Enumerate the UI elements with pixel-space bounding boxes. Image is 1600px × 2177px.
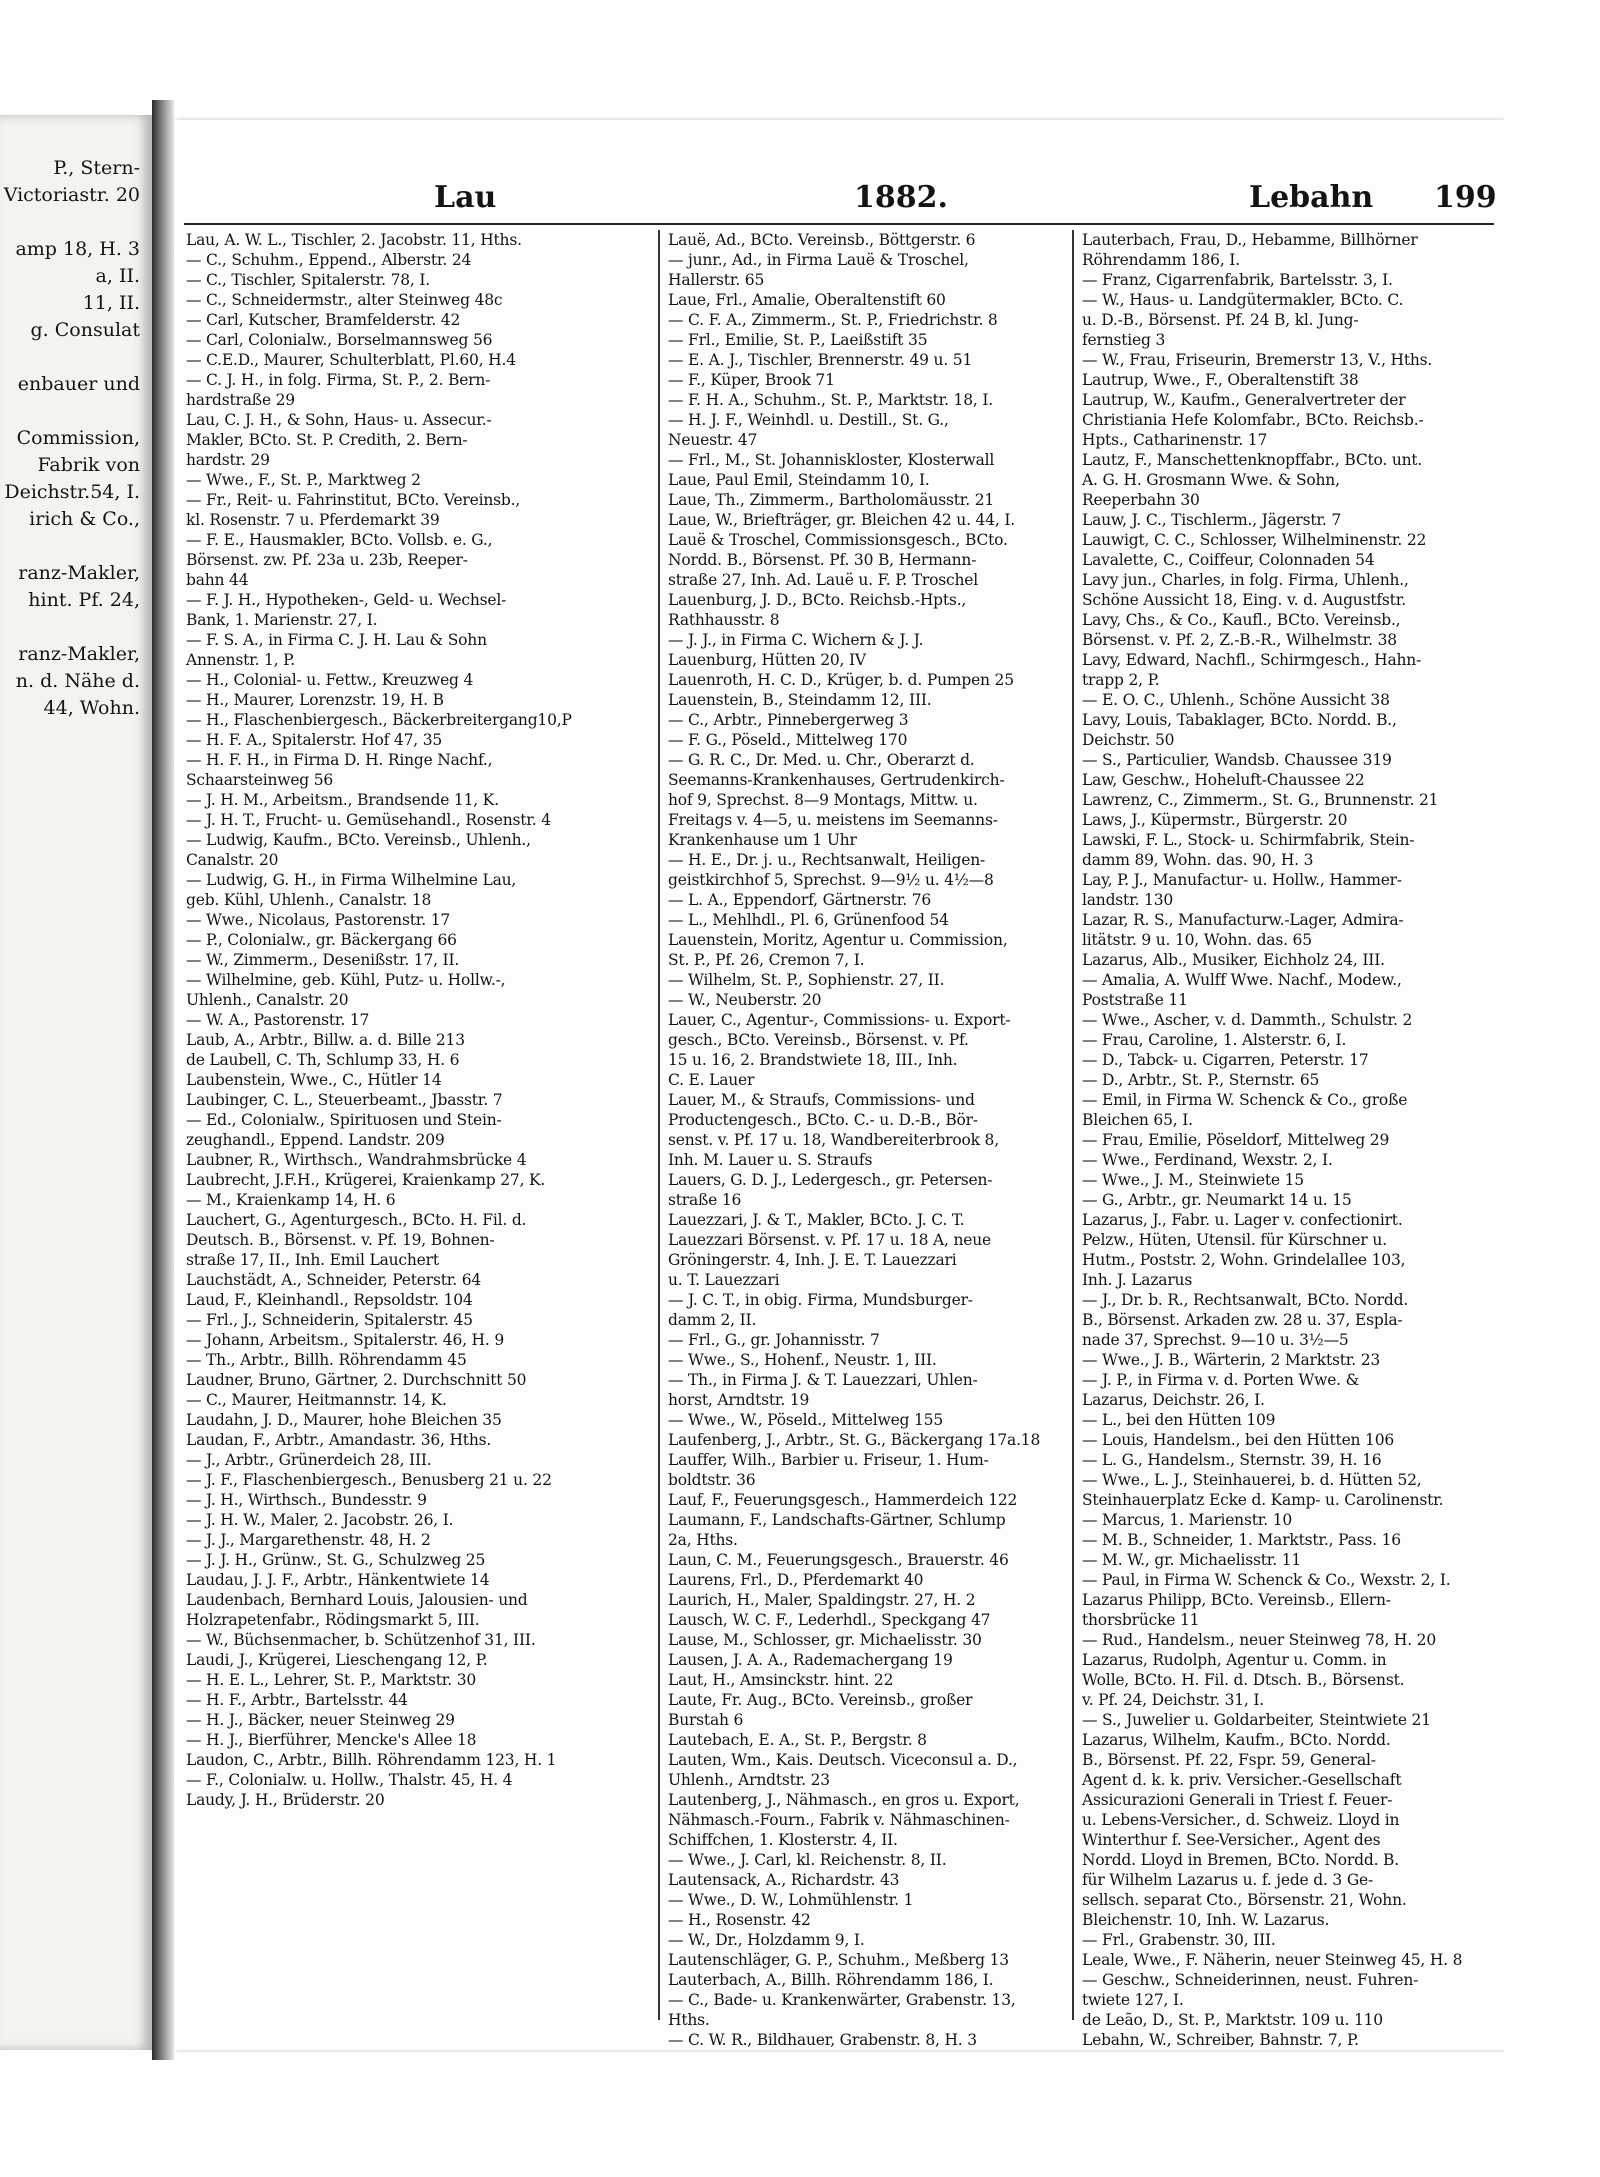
directory-entry: Laws, J., Küpermstr., Bürgerstr. 20 <box>1082 811 1348 829</box>
directory-entry: — C. F. A., Zimmerm., St. P., Friedrichstr. 8 <box>668 311 998 329</box>
directory-entry: nade 37, Sprechst. 9—10 u. 3½—5 <box>1082 1331 1349 1349</box>
directory-entry: Lautebach, E. A., St. P., Bergstr. 8 <box>668 1731 927 1749</box>
directory-entry: Lausch, W. C. F., Lederhdl., Speckgang 47 <box>668 1611 991 1629</box>
previous-page-fragment: Deichstr.54, I. <box>4 481 140 503</box>
directory-entry: Laun, C. M., Feuerungsgesch., Brauerstr. 46 <box>668 1551 1009 1569</box>
directory-entry: Annenstr. 1, P. <box>186 651 295 669</box>
directory-entry: Lauenburg, J. D., BCto. Reichsb.-Hpts., <box>668 591 967 609</box>
directory-entry: — Emil, in Firma W. Schenck & Co., große <box>1082 1091 1408 1109</box>
directory-entry: Lautz, F., Manschettenknopffabr., BCto. unt. <box>1082 451 1423 469</box>
directory-entry: — H., Rosenstr. 42 <box>668 1911 811 1929</box>
page-margin-right <box>1504 100 1600 2060</box>
directory-entry: Laubinger, C. L., Steuerbeamt., Jbasstr. 7 <box>186 1091 503 1109</box>
directory-entry: Laut, H., Amsinckstr. hint. 22 <box>668 1671 894 1689</box>
directory-entry: — J. J. H., Grünw., St. G., Schulzweg 25 <box>186 1551 486 1569</box>
directory-entry: — Wwe., L. J., Steinhauerei, b. d. Hütten 52, <box>1082 1471 1422 1489</box>
directory-entry: Lawski, F. L., Stock- u. Schirmfabrik, Stein- <box>1082 831 1415 849</box>
directory-entry: Laudan, F., Arbtr., Amandastr. 36, Hths. <box>186 1431 492 1449</box>
directory-entry: Laudon, C., Arbtr., Billh. Röhrendamm 123, H. 1 <box>186 1751 557 1769</box>
directory-entry: Laudner, Bruno, Gärtner, 2. Durchschnitt 50 <box>186 1371 527 1389</box>
directory-entry: — M., Kraienkamp 14, H. 6 <box>186 1191 396 1209</box>
directory-entry: Lauers, G. D. J., Ledergesch., gr. Petersen- <box>668 1171 993 1189</box>
directory-entry: — W., Neuberstr. 20 <box>668 991 822 1009</box>
directory-entry: Canalstr. 20 <box>186 851 279 869</box>
directory-entry: Laue, Frl., Amalie, Oberaltenstift 60 <box>668 291 946 309</box>
previous-page-fragment: a, II. <box>95 265 140 287</box>
previous-page-fragment: hint. Pf. 24, <box>28 589 140 611</box>
previous-page-fragment: Victoriastr. 20 <box>3 184 140 206</box>
directory-entry: — J. J., Margarethenstr. 48, H. 2 <box>186 1531 431 1549</box>
directory-entry: Assicurazioni Generali in Triest f. Feuer- <box>1082 1791 1393 1809</box>
directory-entry: straße 16 <box>668 1191 742 1209</box>
directory-entry: — C., Schuhm., Eppend., Alberstr. 24 <box>186 251 472 269</box>
directory-entry: Lautrup, W., Kaufm., Generalvertreter der <box>1082 391 1406 409</box>
directory-entry: Lautensack, A., Richardstr. 43 <box>668 1871 900 1889</box>
directory-entry: Lauwigt, C. C., Schlosser, Wilhelminenstr. 22 <box>1082 531 1427 549</box>
directory-entry: v. Pf. 24, Deichstr. 31, I. <box>1082 1691 1265 1709</box>
directory-entry: hardstr. 29 <box>186 451 270 469</box>
directory-entry: — Wwe., J. M., Steinwiete 15 <box>1082 1171 1304 1189</box>
directory-entry: Neuestr. 47 <box>668 431 758 449</box>
directory-entry: — W., Haus- u. Landgütermakler, BCto. C. <box>1082 291 1404 309</box>
directory-entry: Lautrup, Wwe., F., Oberaltenstift 38 <box>1082 371 1359 389</box>
directory-entry: — Paul, in Firma W. Schenck & Co., Wexstr. 2, I. <box>1082 1571 1451 1589</box>
directory-entry: Röhrendamm 186, I. <box>1082 251 1240 269</box>
directory-entry: Poststraße 11 <box>1082 991 1188 1009</box>
directory-entry: — S., Juwelier u. Goldarbeiter, Steintwiete 21 <box>1082 1711 1431 1729</box>
previous-page-fragment: ranz-Makler, <box>18 643 140 665</box>
directory-entry: — W., Zimmerm., Desenißstr. 17, II. <box>186 951 460 969</box>
header-year: 1882. <box>854 180 948 215</box>
directory-entry: Laumann, F., Landschafts-Gärtner, Schlump <box>668 1511 1006 1529</box>
directory-entry: Lauten, Wm., Kais. Deutsch. Viceconsul a. D., <box>668 1751 1018 1769</box>
directory-entry: Lauw, J. C., Tischlerm., Jägerstr. 7 <box>1082 511 1342 529</box>
directory-entry: — Wwe., D. W., Lohmühlenstr. 1 <box>668 1891 914 1909</box>
directory-entry: — H. J., Bäcker, neuer Steinweg 29 <box>186 1711 455 1729</box>
directory-entry: Lau, C. J. H., & Sohn, Haus- u. Assecur.- <box>186 411 492 429</box>
directory-entry: Lavalette, C., Coiffeur, Colonnaden 54 <box>1082 551 1375 569</box>
directory-entry: — Wwe., W., Pöseld., Mittelweg 155 <box>668 1411 943 1429</box>
directory-entry: — W., Dr., Holzdamm 9, I. <box>668 1931 865 1949</box>
directory-entry: de Leão, D., St. P., Marktstr. 109 u. 110 <box>1082 2011 1383 2029</box>
directory-entry: — Wwe., Ascher, v. d. Dammth., Schulstr. 2 <box>1082 1011 1413 1029</box>
directory-entry: — W., Frau, Friseurin, Bremerstr 13, V., Hths. <box>1082 351 1433 369</box>
directory-entry: Lazar, R. S., Manufacturw.-Lager, Admira- <box>1082 911 1404 929</box>
directory-entry: — Frau, Caroline, 1. Alsterstr. 6, I. <box>1082 1031 1347 1049</box>
directory-entry: — L. A., Eppendorf, Gärtnerstr. 76 <box>668 891 932 909</box>
directory-entry: — C., Maurer, Heitmannstr. 14, K. <box>186 1391 447 1409</box>
directory-entry: Hths. <box>668 2011 710 2029</box>
directory-entry: Schaarsteinweg 56 <box>186 771 334 789</box>
directory-entry: Laubenstein, Wwe., C., Hütler 14 <box>186 1071 442 1089</box>
directory-entry: Rathhausstr. 8 <box>668 611 780 629</box>
directory-entry: Lauffer, Wilh., Barbier u. Friseur, 1. Hum- <box>668 1451 989 1469</box>
directory-entry: Lazarus Philipp, BCto. Vereinsb., Ellern- <box>1082 1591 1391 1609</box>
directory-entry: Laud, F., Kleinhandl., Repsoldstr. 104 <box>186 1291 473 1309</box>
directory-entry: Schiffchen, 1. Klosterstr. 4, II. <box>668 1831 898 1849</box>
directory-entry: Lauezzari, J. & T., Makler, BCto. J. C. T. <box>668 1211 965 1229</box>
directory-entry: Hpts., Catharinenstr. 17 <box>1082 431 1268 449</box>
directory-entry: — Th., Arbtr., Billh. Röhrendamm 45 <box>186 1351 467 1369</box>
column-3 <box>1082 230 1497 2049</box>
directory-entry: Inh. J. Lazarus <box>1082 1271 1193 1289</box>
previous-page-fragment: irich & Co., <box>29 508 140 530</box>
directory-entry: — Frl., Emilie, St. P., Laeißstift 35 <box>668 331 928 349</box>
directory-entry: Uhlenh., Canalstr. 20 <box>186 991 349 1009</box>
directory-entry: Lazarus, Deichstr. 26, I. <box>1082 1391 1265 1409</box>
directory-entry: landstr. 130 <box>1082 891 1174 909</box>
directory-entry: de Laubell, C. Th, Schlump 33, H. 6 <box>186 1051 460 1069</box>
directory-entry: Nordd. Lloyd in Bremen, BCto. Nordd. B. <box>1082 1851 1399 1869</box>
directory-entry: — M. W., gr. Michaelisstr. 11 <box>1082 1551 1302 1569</box>
directory-entry: Agent d. k. k. priv. Versicher.-Gesellschaft <box>1082 1771 1402 1789</box>
directory-entry: Lay, P. J., Manufactur- u. Hollw., Hammer- <box>1082 871 1402 889</box>
directory-entry: Lauenstein, Moritz, Agentur u. Commission, <box>668 931 1008 949</box>
directory-entry: — J., Dr. b. R., Rechtsanwalt, BCto. Nordd. <box>1082 1291 1409 1309</box>
directory-entry: — J. H., Wirthsch., Bundesstr. 9 <box>186 1491 427 1509</box>
directory-entry: Lauer, C., Agentur-, Commissions- u. Export- <box>668 1011 1011 1029</box>
directory-entry: Hallerstr. 65 <box>668 271 765 289</box>
directory-entry: — H. F. A., Spitalerstr. Hof 47, 35 <box>186 731 443 749</box>
directory-entry: — W. A., Pastorenstr. 17 <box>186 1011 370 1029</box>
directory-entry: — D., Tabck- u. Cigarren, Peterstr. 17 <box>1082 1051 1369 1069</box>
directory-entry: Lavy, Chs., & Co., Kaufl., BCto. Vereinsb., <box>1082 611 1401 629</box>
directory-entry: — Marcus, 1. Marienstr. 10 <box>1082 1511 1293 1529</box>
directory-entry: — J. P., in Firma v. d. Porten Wwe. & <box>1082 1371 1360 1389</box>
directory-entry: Laute, Fr. Aug., BCto. Vereinsb., großer <box>668 1691 973 1709</box>
directory-entry: — H. F., Arbtr., Bartelsstr. 44 <box>186 1691 408 1709</box>
directory-entry: — Wwe., S., Hohenf., Neustr. 1, III. <box>668 1351 937 1369</box>
directory-entry: straße 27, Inh. Ad. Lauë u. F. P. Troschel <box>668 571 978 589</box>
directory-entry: Lauenroth, H. C. D., Krüger, b. d. Pumpen 25 <box>668 671 1014 689</box>
directory-entry: zeughandl., Eppend. Landstr. 209 <box>186 1131 445 1149</box>
directory-entry: — H., Maurer, Lorenzstr. 19, H. B <box>186 691 444 709</box>
directory-entry: trapp 2, P. <box>1082 671 1160 689</box>
directory-entry: Bleichen 65, I. <box>1082 1111 1193 1129</box>
directory-entry: hof 9, Sprechst. 8—9 Montags, Mittw. u. <box>668 791 978 809</box>
directory-entry: Law, Geschw., Hoheluft-Chaussee 22 <box>1082 771 1365 789</box>
directory-entry: — J. H. M., Arbeitsm., Brandsende 11, K. <box>186 791 499 809</box>
directory-entry: damm 89, Wohn. das. 90, H. 3 <box>1082 851 1314 869</box>
directory-entry: — J. J., in Firma C. Wichern & J. J. <box>668 631 924 649</box>
previous-page-fragment: 11, II. <box>82 292 140 314</box>
directory-entry: Lawrenz, C., Zimmerm., St. G., Brunnenstr. 21 <box>1082 791 1439 809</box>
previous-page-fragment: g. Consulat <box>30 319 140 341</box>
directory-entry: Laue, Paul Emil, Steindamm 10, I. <box>668 471 930 489</box>
directory-entry: Bleichenstr. 10, Inh. W. Lazarus. <box>1082 1911 1330 1929</box>
directory-entry: Lausen, J. A. A., Rademachergang 19 <box>668 1651 953 1669</box>
directory-entry: Lauë, Ad., BCto. Vereinsb., Böttgerstr. 6 <box>668 231 976 249</box>
previous-page-fragment: Commission, <box>16 427 140 449</box>
directory-entry: Gröningerstr. 4, Inh. J. E. T. Lauezzari <box>668 1251 957 1269</box>
directory-entry: litätstr. 9 u. 10, Wohn. das. 65 <box>1082 931 1312 949</box>
directory-entry: — Amalia, A. Wulff Wwe. Nachf., Modew., <box>1082 971 1402 989</box>
directory-entry: — H. F. H., in Firma D. H. Ringe Nachf., <box>186 751 493 769</box>
directory-entry: Lazarus, Wilhelm, Kaufm., BCto. Nordd. <box>1082 1731 1391 1749</box>
directory-entry: thorsbrücke 11 <box>1082 1611 1200 1629</box>
directory-entry: fernstieg 3 <box>1082 331 1166 349</box>
previous-page-edge <box>0 115 152 2050</box>
directory-entry: — C.E.D., Maurer, Schulterblatt, Pl.60, H.4 <box>186 351 516 369</box>
directory-entry: A. G. H. Grosmann Wwe. & Sohn, <box>1082 471 1340 489</box>
directory-entry: Lauezzari Börsenst. v. Pf. 17 u. 18 A, neue <box>668 1231 991 1249</box>
directory-entry: — H. E., Dr. j. u., Rechtsanwalt, Heiligen- <box>668 851 986 869</box>
directory-entry: horst, Arndtstr. 19 <box>668 1391 810 1409</box>
header-right-keyword: Lebahn <box>1249 180 1374 215</box>
directory-entry: — L., Mehlhdl., Pl. 6, Grünenfood 54 <box>668 911 949 929</box>
directory-entry: Lautenberg, J., Nähmasch., en gros u. Export, <box>668 1791 1020 1809</box>
directory-entry: — Carl, Colonialw., Borselmannsweg 56 <box>186 331 493 349</box>
directory-entry: B., Börsenst. Pf. 22, Fspr. 59, General- <box>1082 1751 1376 1769</box>
directory-entry: Lautenschläger, G. P., Schuhm., Meßberg 13 <box>668 1951 1009 1969</box>
directory-entry: — Wwe., J. B., Wärterin, 2 Marktstr. 23 <box>1082 1351 1381 1369</box>
directory-entry: Nordd. B., Börsenst. Pf. 30 B, Hermann- <box>668 551 977 569</box>
directory-entry: — F. S. A., in Firma C. J. H. Lau & Sohn <box>186 631 487 649</box>
directory-entry: — Wwe., Nicolaus, Pastorenstr. 17 <box>186 911 451 929</box>
directory-entry: Lebahn, W., Schreiber, Bahnstr. 7, P. <box>1082 2031 1359 2049</box>
directory-entry: Inh. M. Lauer u. S. Straufs <box>668 1151 873 1169</box>
directory-entry: Laudy, J. H., Brüderstr. 20 <box>186 1791 385 1809</box>
previous-page-fragment: n. d. Nähe d. <box>15 670 140 692</box>
directory-entry: Hutm., Poststr. 2, Wohn. Grindelallee 103, <box>1082 1251 1406 1269</box>
directory-entry: geistkirchhof 5, Sprechst. 9—9½ u. 4½—8 <box>668 871 994 889</box>
directory-entry: Lauterbach, Frau, D., Hebamme, Billhörner <box>1082 231 1418 249</box>
directory-entry: Lazarus, J., Fabr. u. Lager v. confectionirt. <box>1082 1211 1403 1229</box>
directory-entry: Christiania Hefe Kolomfabr., BCto. Reichsb.- <box>1082 411 1424 429</box>
directory-entry: boldtstr. 36 <box>668 1471 756 1489</box>
directory-entry: — Frl., Grabenstr. 30, III. <box>1082 1931 1276 1949</box>
directory-entry: geb. Kühl, Uhlenh., Canalstr. 18 <box>186 891 432 909</box>
previous-page-fragment: 44, Wohn. <box>43 697 140 719</box>
directory-entry: — H. J., Bierführer, Mencke's Allee 18 <box>186 1731 477 1749</box>
directory-entry: — C. W. R., Bildhauer, Grabenstr. 8, H. 3 <box>668 2031 977 2049</box>
previous-page-fragment: amp 18, H. 3 <box>15 238 140 260</box>
directory-entry: u. Lebens-Versicher., d. Schweiz. Lloyd in <box>1082 1811 1400 1829</box>
directory-entry: Laub, A., Arbtr., Billw. a. d. Bille 213 <box>186 1031 465 1049</box>
directory-entry: Lazarus, Alb., Musiker, Eichholz 24, III. <box>1082 951 1385 969</box>
directory-entry: Nähmasch.-Fourn., Fabrik v. Nähmaschinen- <box>668 1811 1010 1829</box>
directory-entry: Lavy, Edward, Nachfl., Schirmgesch., Hahn- <box>1082 651 1422 669</box>
directory-entry: — F., Colonialw. u. Hollw., Thalstr. 45, H. 4 <box>186 1771 513 1789</box>
previous-page-fragment: enbauer und <box>17 373 140 395</box>
directory-entry: sellsch. separat Cto., Börsenstr. 21, Wohn. <box>1082 1891 1407 1909</box>
directory-entry: — J., Arbtr., Grünerdeich 28, III. <box>186 1451 432 1469</box>
directory-page <box>174 120 1504 2050</box>
column-2 <box>668 230 1083 2049</box>
directory-entry: Krankenhause um 1 Uhr <box>668 831 857 849</box>
directory-entry: kl. Rosenstr. 7 u. Pferdemarkt 39 <box>186 511 440 529</box>
directory-entry: — G. R. C., Dr. Med. u. Chr., Oberarzt d. <box>668 751 975 769</box>
previous-page-fragment: P., Stern- <box>53 157 140 179</box>
directory-entry: — H., Colonial- u. Fettw., Kreuzweg 4 <box>186 671 474 689</box>
directory-entry: — Frl., G., gr. Johannisstr. 7 <box>668 1331 880 1349</box>
directory-entry: bahn 44 <box>186 571 249 589</box>
directory-entry: — J. H. T., Frucht- u. Gemüsehandl., Rosenstr. 4 <box>186 811 551 829</box>
directory-entry: — Th., in Firma J. & T. Lauezzari, Uhlen- <box>668 1371 978 1389</box>
directory-entry: — F. H. A., Schuhm., St. P., Marktstr. 18, I. <box>668 391 993 409</box>
directory-entry: — Johann, Arbeitsm., Spitalerstr. 46, H. 9 <box>186 1331 504 1349</box>
directory-entry: Laudau, J. J. F., Arbtr., Hänkentwiete 14 <box>186 1571 490 1589</box>
directory-entry: — P., Colonialw., gr. Bäckergang 66 <box>186 931 457 949</box>
directory-entry: — C., Bade- u. Krankenwärter, Grabenstr. 13, <box>668 1991 1016 2009</box>
directory-entry: Steinhauerplatz Ecke d. Kamp- u. Carolinenstr. <box>1082 1491 1444 1509</box>
directory-entry: senst. v. Pf. 17 u. 18, Wandbereiterbrook 8, <box>668 1131 999 1149</box>
directory-entry: — C., Schneidermstr., alter Steinweg 48c <box>186 291 503 309</box>
directory-entry: — L., bei den Hütten 109 <box>1082 1411 1276 1429</box>
column-1 <box>186 230 601 2030</box>
directory-entry: Burstah 6 <box>668 1711 744 1729</box>
directory-entry: — Wwe., J. Carl, kl. Reichenstr. 8, II. <box>668 1851 947 1869</box>
directory-entry: straße 17, II., Inh. Emil Lauchert <box>186 1251 439 1269</box>
directory-entry: Laudi, J., Krügerei, Lieschengang 12, P. <box>186 1651 488 1669</box>
directory-entry: — Frl., J., Schneiderin, Spitalerstr. 45 <box>186 1311 473 1329</box>
directory-entry: Deichstr. 50 <box>1082 731 1175 749</box>
directory-entry: St. P., Pf. 26, Cremon 7, I. <box>668 951 865 969</box>
directory-entry: Lauenstein, B., Steindamm 12, III. <box>668 691 932 709</box>
directory-entry: Freitags v. 4—5, u. meistens im Seemanns- <box>668 811 998 829</box>
directory-entry: Laurens, Frl., D., Pferdemarkt 40 <box>668 1571 924 1589</box>
directory-entry: Productengesch., BCto. C.- u. D.-B., Bör- <box>668 1111 978 1129</box>
directory-entry: hardstraße 29 <box>186 391 295 409</box>
directory-entry: — Rud., Handelsm., neuer Steinweg 78, H. 20 <box>1082 1631 1436 1649</box>
directory-entry: für Wilhelm Lazarus u. f. jede d. 3 Ge- <box>1082 1871 1374 1889</box>
directory-entry: — C., Tischler, Spitalerstr. 78, I. <box>186 271 430 289</box>
directory-entry: Börsenst. v. Pf. 2, Z.-B.-R., Wilhelmstr. 38 <box>1082 631 1397 649</box>
previous-page-fragment: ranz-Makler, <box>18 562 140 584</box>
directory-entry: — F. J. H., Hypotheken-, Geld- u. Wechsel- <box>186 591 507 609</box>
directory-entry: — G., Arbtr., gr. Neumarkt 14 u. 15 <box>1082 1191 1352 1209</box>
directory-entry: — J. H. W., Maler, 2. Jacobstr. 26, I. <box>186 1511 454 1529</box>
directory-entry: Deutsch. B., Börsenst. v. Pf. 19, Bohnen- <box>186 1231 495 1249</box>
directory-entry: — Wwe., F., St. P., Marktweg 2 <box>186 471 421 489</box>
book-gutter <box>152 100 174 2060</box>
directory-entry: Leale, Wwe., F. Näherin, neuer Steinweg 45, H. 8 <box>1082 1951 1463 1969</box>
running-header <box>174 180 1504 224</box>
directory-entry: 2a, Hths. <box>668 1531 738 1549</box>
directory-entry: — junr., Ad., in Firma Lauë & Troschel, <box>668 251 969 269</box>
directory-entry: — Frau, Emilie, Pöseldorf, Mittelweg 29 <box>1082 1131 1390 1149</box>
directory-entry: Seemanns-Krankenhauses, Gertrudenkirch- <box>668 771 1005 789</box>
directory-entry: Reeperbahn 30 <box>1082 491 1200 509</box>
previous-page-fragment: Fabrik von <box>37 454 140 476</box>
directory-entry: damm 2, II. <box>668 1311 757 1329</box>
directory-entry: B., Börsenst. Arkaden zw. 28 u. 37, Espla- <box>1082 1311 1403 1329</box>
directory-entry: — E. A. J., Tischler, Brennerstr. 49 u. 51 <box>668 351 973 369</box>
directory-entry: C. E. Lauer <box>668 1071 755 1089</box>
directory-entry: Lauchert, G., Agenturgesch., BCto. H. Fil. d. <box>186 1211 527 1229</box>
directory-entry: Lauer, M., & Straufs, Commissions- und <box>668 1091 975 1109</box>
directory-entry: Lavy jun., Charles, in folg. Firma, Uhlenh., <box>1082 571 1409 589</box>
directory-entry: — H. E. L., Lehrer, St. P., Marktstr. 30 <box>186 1671 477 1689</box>
directory-entry: Laubrecht, J.F.H., Krügerei, Kraienkamp 27, K. <box>186 1171 546 1189</box>
directory-entry: — D., Arbtr., St. P., Sternstr. 65 <box>1082 1071 1320 1089</box>
directory-entry: — Ludwig, G. H., in Firma Wilhelmine Lau, <box>186 871 517 889</box>
directory-entry: Lazarus, Rudolph, Agentur u. Comm. in <box>1082 1651 1387 1669</box>
directory-entry: — Wilhelmine, geb. Kühl, Putz- u. Hollw.-, <box>186 971 506 989</box>
directory-entry: Laubner, R., Wirthsch., Wandrahmsbrücke 4 <box>186 1151 527 1169</box>
directory-entry: — H. J. F., Weinhdl. u. Destill., St. G., <box>668 411 949 429</box>
directory-entry: — J. C. T., in obig. Firma, Mundsburger- <box>668 1291 973 1309</box>
directory-entry: — J. F., Flaschenbiergesch., Benusberg 21 u. 22 <box>186 1471 552 1489</box>
directory-entry: — F. E., Hausmakler, BCto. Vollsb. e. G., <box>186 531 493 549</box>
directory-entry: Laufenberg, J., Arbtr., St. G., Bäckergang 17a.18 <box>668 1431 1041 1449</box>
directory-entry: — M. B., Schneider, 1. Marktstr., Pass. 16 <box>1082 1531 1401 1549</box>
directory-entry: u. T. Lauezzari <box>668 1271 780 1289</box>
directory-entry: Makler, BCto. St. P. Credith, 2. Bern- <box>186 431 468 449</box>
directory-entry: — Ludwig, Kaufm., BCto. Vereinsb., Uhlenh., <box>186 831 531 849</box>
directory-entry: Laudenbach, Bernhard Louis, Jalousien- und <box>186 1591 528 1609</box>
directory-entry: Bank, 1. Marienstr. 27, I. <box>186 611 378 629</box>
column-divider <box>1072 230 1074 2020</box>
directory-entry: Wolle, BCto. H. Fil. d. Dtsch. B., Börsenst. <box>1082 1671 1405 1689</box>
directory-entry: — Ed., Colonialw., Spirituosen und Stein- <box>186 1111 502 1129</box>
directory-entry: — W., Büchsenmacher, b. Schützenhof 31, III. <box>186 1631 536 1649</box>
directory-entry: Winterthur f. See-Versicher., Agent des <box>1082 1831 1381 1849</box>
directory-entry: — Wwe., Ferdinand, Wexstr. 2, I. <box>1082 1151 1333 1169</box>
header-left-keyword: Lau <box>434 180 497 215</box>
directory-entry: Laue, W., Briefträger, gr. Bleichen 42 u. 44, I. <box>668 511 1015 529</box>
directory-entry: Schöne Aussicht 18, Eing. v. d. Augustfstr. <box>1082 591 1406 609</box>
directory-entry: — Louis, Handelsm., bei den Hütten 106 <box>1082 1431 1395 1449</box>
directory-entry: Lauf, F., Feuerungsgesch., Hammerdeich 122 <box>668 1491 1018 1509</box>
directory-entry: — C., Arbtr., Pinnebergerweg 3 <box>668 711 909 729</box>
directory-entry: — F., Küper, Brook 71 <box>668 371 835 389</box>
directory-entry: Uhlenh., Arndtstr. 23 <box>668 1771 830 1789</box>
directory-entry: gesch., BCto. Vereinsb., Börsenst. v. Pf. <box>668 1031 969 1049</box>
column-divider <box>658 230 660 2020</box>
directory-entry: Laue, Th., Zimmerm., Bartholomäusstr. 21 <box>668 491 995 509</box>
header-rule <box>184 223 1494 225</box>
directory-entry: Lauterbach, A., Billh. Röhrendamm 186, I. <box>668 1971 994 1989</box>
page-number: 199 <box>1434 180 1497 215</box>
directory-entry: Lavy, Louis, Tabaklager, BCto. Nordd. B., <box>1082 711 1397 729</box>
directory-entry: Pelzw., Hüten, Utensil. für Kürschner u. <box>1082 1231 1387 1249</box>
directory-entry: Holzrapetenfabr., Rödingsmarkt 5, III. <box>186 1611 480 1629</box>
directory-entry: — Franz, Cigarrenfabrik, Bartelsstr. 3, I. <box>1082 271 1393 289</box>
directory-entry: — Geschw., Schneiderinnen, neust. Fuhren- <box>1082 1971 1419 1989</box>
directory-entry: — F. G., Pöseld., Mittelweg 170 <box>668 731 908 749</box>
directory-entry: twiete 127, I. <box>1082 1991 1184 2009</box>
directory-entry: — S., Particulier, Wandsb. Chaussee 319 <box>1082 751 1392 769</box>
directory-entry: Laurich, H., Maler, Spaldingstr. 27, H. 2 <box>668 1591 976 1609</box>
directory-entry: — Fr., Reit- u. Fahrinstitut, BCto. Vereinsb., <box>186 491 521 509</box>
directory-entry: Lauenburg, Hütten 20, IV <box>668 651 866 669</box>
directory-entry: — H., Flaschenbiergesch., Bäckerbreitergang10,P <box>186 711 572 729</box>
directory-entry: — E. O. C., Uhlenh., Schöne Aussicht 38 <box>1082 691 1390 709</box>
directory-entry: — L. G., Handelsm., Sternstr. 39, H. 16 <box>1082 1451 1382 1469</box>
directory-entry: Lau, A. W. L., Tischler, 2. Jacobstr. 11, Hths. <box>186 231 522 249</box>
directory-entry: Lause, M., Schlosser, gr. Michaelisstr. 30 <box>668 1631 982 1649</box>
directory-entry: — C. J. H., in folg. Firma, St. P., 2. Bern- <box>186 371 491 389</box>
directory-entry: — Frl., M., St. Johanniskloster, Klosterwall <box>668 451 995 469</box>
directory-entry: 15 u. 16, 2. Brandstwiete 18, III., Inh. <box>668 1051 958 1069</box>
directory-entry: Laudahn, J. D., Maurer, hohe Bleichen 35 <box>186 1411 502 1429</box>
directory-entry: — Wilhelm, St. P., Sophienstr. 27, II. <box>668 971 945 989</box>
directory-entry: Börsenst. zw. Pf. 23a u. 23b, Reeper- <box>186 551 468 569</box>
directory-entry: — Carl, Kutscher, Bramfelderstr. 42 <box>186 311 461 329</box>
directory-entry: u. D.-B., Börsenst. Pf. 24 B, kl. Jung- <box>1082 311 1359 329</box>
directory-entry: Lauchstädt, A., Schneider, Peterstr. 64 <box>186 1271 482 1289</box>
directory-entry: Lauë & Troschel, Commissionsgesch., BCto. <box>668 531 1008 549</box>
